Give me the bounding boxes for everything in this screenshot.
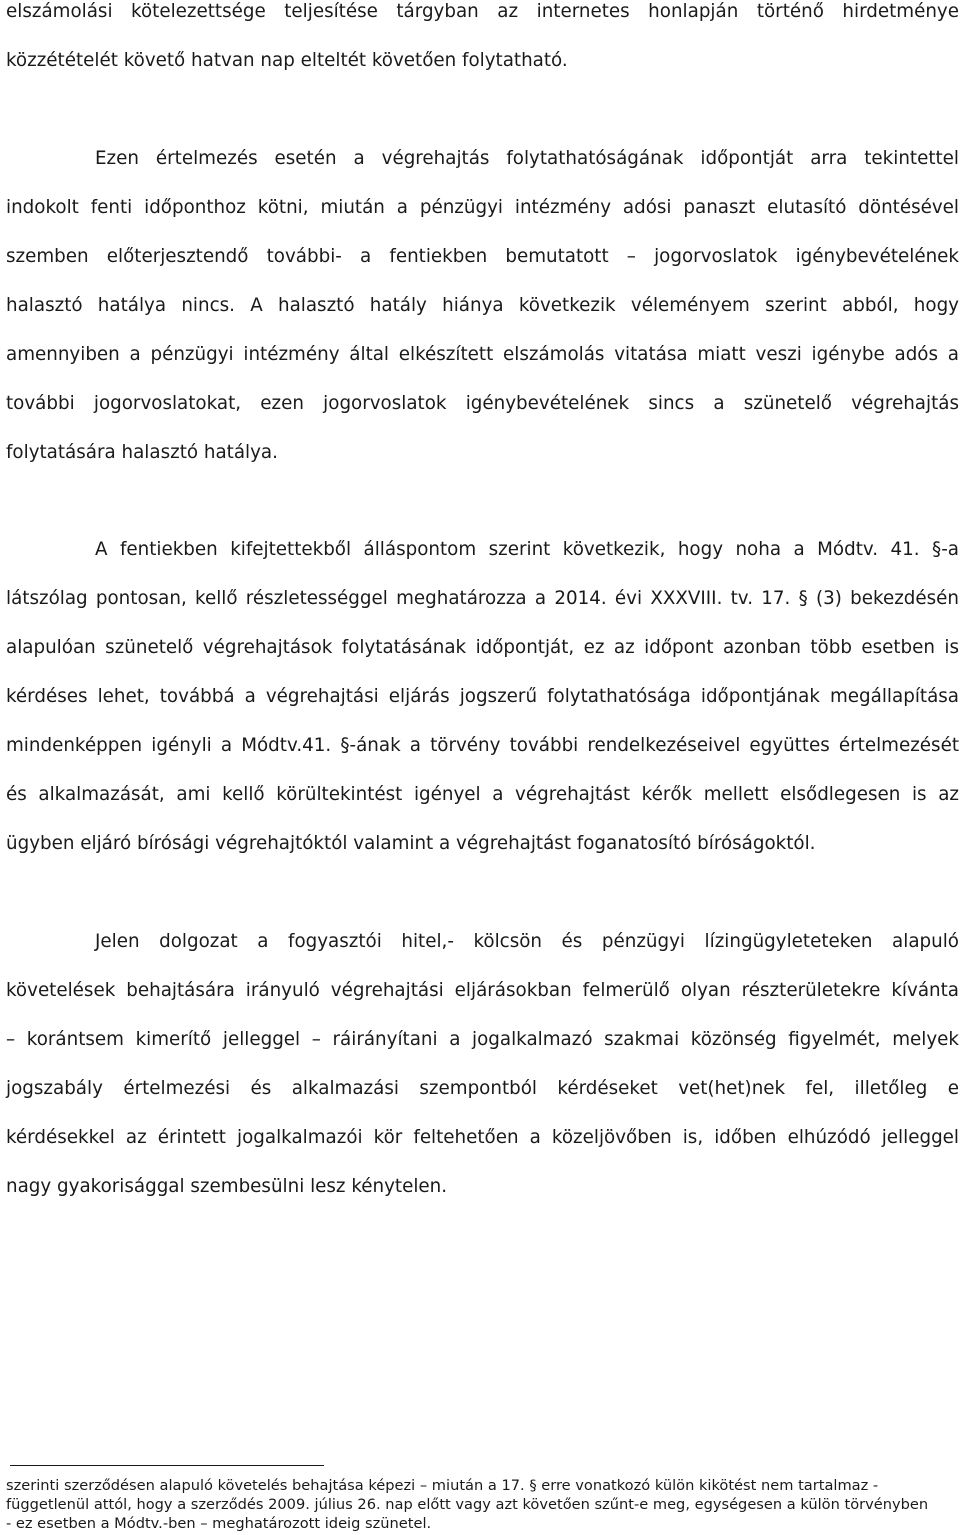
paragraph-2-line-6: további jogorvoslatokat, ezen jogorvoslatok igénybevételének sincs a szünetelő végrehajtás [6,393,959,414]
paragraph-3-line-5: mindenképpen igényli a Módtv.41. §-ának a törvény további rendelkezéseivel együttes értelmezését [6,735,959,756]
paragraph-2-line-2: indokolt fenti időponthoz kötni, miután a pénzügyi intézmény adósi panaszt elutasító döntésével [6,197,959,218]
paragraph-1-line-1: elszámolási kötelezettsége teljesítése tárgyban az internetes honlapján történő hirdetménye [6,1,959,22]
paragraph-4-line-1: Jelen dolgozat a fogyasztói hitel,- kölcsön és pénzügyi lízingügyleteteken alapuló [95,931,959,952]
paragraph-1-line-2: közzétételét követő hatvan nap elteltét követően folytatható. [6,50,568,71]
paragraph-4-line-3: – korántsem kimerítő jelleggel – ráirányítani a jogalkalmazó szakmai közönség figyelmét, melyek [6,1029,959,1050]
paragraph-4-line-5: kérdésekkel az érintett jogalkalmazói kör feltehetően a közeljövőben is, időben elhúzódó jelleggel [6,1127,959,1148]
paragraph-4-line-6: nagy gyakorisággal szembesülni lesz kénytelen. [6,1176,448,1197]
paragraph-2-line-7: folytatására halasztó hatálya. [6,442,278,463]
footnote-line-1: szerinti szerződésen alapuló követelés behajtása képezi – miután a 17. § erre vonatkozó külön kikötést nem tartalmaz - [6,1477,879,1494]
footnote-separator [10,1465,324,1466]
paragraph-3-line-6: és alkalmazását, ami kellő körültekintést igényel a végrehajtást kérők mellett elsődlegesen is az [6,784,959,805]
paragraph-2-line-4: halasztó hatálya nincs. A halasztó hatály hiánya következik véleményem szerint abból, hogy [6,295,959,316]
footnote-line-2: függetlenül attól, hogy a szerződés 2009. július 26. nap előtt vagy azt követően szűnt-e meg, egységesen a külön törvényben [6,1496,929,1513]
paragraph-3-line-2: látszólag pontosan, kellő részletességgel meghatározza a 2014. évi XXXVIII. tv. 17. § (3) bekezdésén [6,588,959,609]
paragraph-3-line-4: kérdéses lehet, továbbá a végrehajtási eljárás jogszerű folytathatósága időpontjának megállapítása [6,686,959,707]
paragraph-2-line-5: amennyiben a pénzügyi intézmény által elkészített elszámolás vitatása miatt veszi igénybe adós a [6,344,959,365]
paragraph-4-line-4: jogszabály értelmezési és alkalmazási szempontból kérdéseket vet(het)nek fel, illetőleg e [6,1078,959,1099]
paragraph-2-line-1: Ezen értelmezés esetén a végrehajtás folytathatóságának időpontját arra tekintettel [95,148,959,169]
paragraph-3-line-3: alapulóan szünetelő végrehajtások folytatásának időpontját, ez az időpont azonban több esetben is [6,637,959,658]
paragraph-4-line-2: követelések behajtására irányuló végrehajtási eljárásokban felmerülő olyan részterületekre kívánta [6,980,959,1001]
paragraph-3-line-7: ügyben eljáró bírósági végrehajtóktól valamint a végrehajtást foganatosító bíróságoktól. [6,833,816,854]
paragraph-2-line-3: szemben előterjesztendő további- a fentiekben bemutatott – jogorvoslatok igénybevételének [6,246,959,267]
paragraph-3-line-1: A fentiekben kifejtettekből álláspontom szerint következik, hogy noha a Módtv. 41. §-a [95,539,959,560]
footnote-line-3: - ez esetben a Módtv.-ben – meghatározott ideig szünetel. [6,1515,432,1532]
